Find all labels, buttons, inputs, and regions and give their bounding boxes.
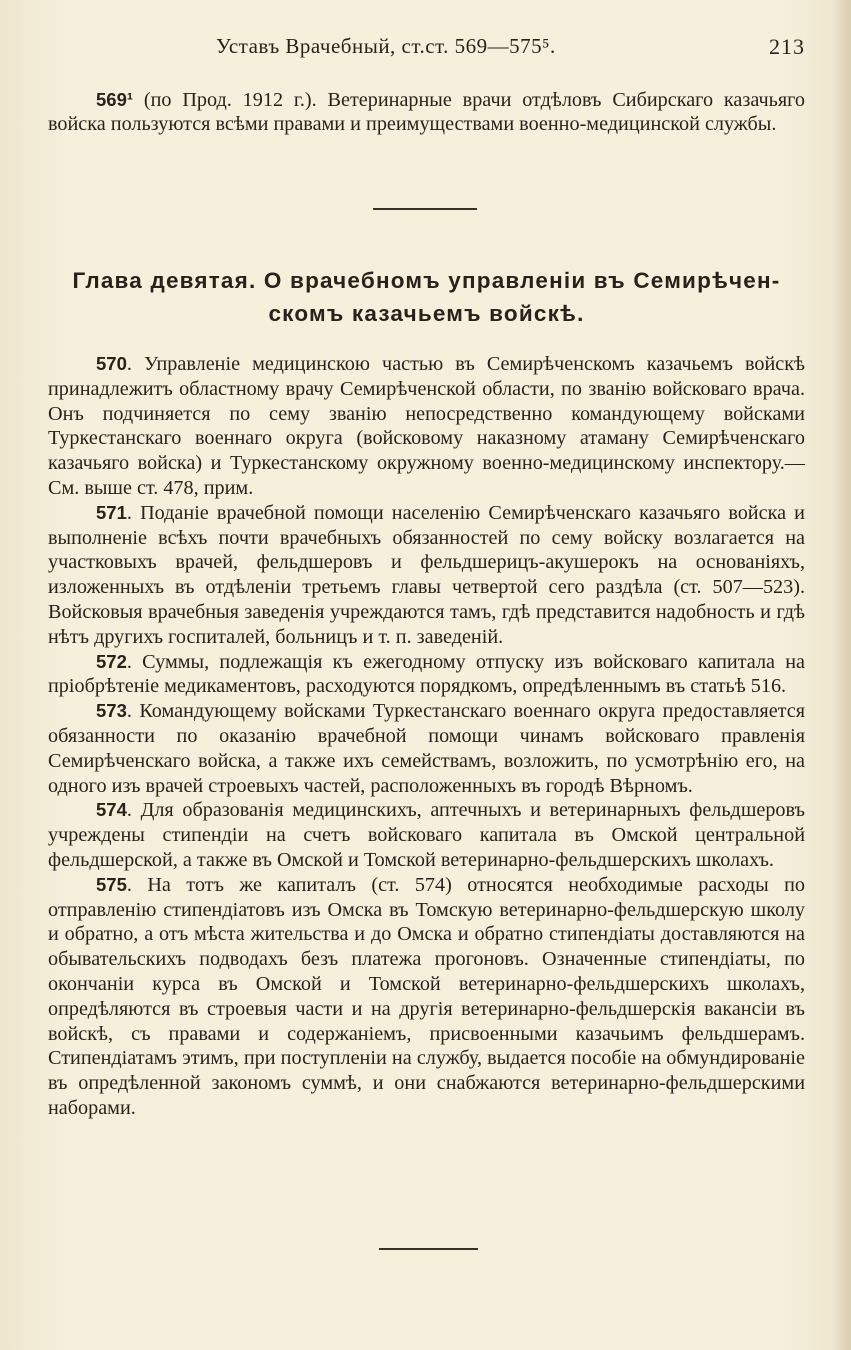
article-number: 571	[96, 501, 127, 523]
article-572	[48, 650, 805, 700]
running-title: Уставъ Врачебный, ст.ст. 569—575⁵.	[216, 34, 556, 58]
chapter-heading	[48, 264, 805, 330]
article-text: . Командующему войсками Туркестанскаго военнаго округа предоставляется обязанности по оказанію врачебной помощи чинамъ войсковаго правленія Семирѣченскаго войска, а также ихъ семействамъ, возложить, по усмотрѣнію его, на одного изъ врачей строевыхъ частей, расположенныхъ въ городѣ Вѣрномъ.	[48, 700, 805, 797]
article-text: . Суммы, подлежащія къ ежегодному отпуску изъ войсковаго капитала на пріобрѣтеніе медикаментовъ, расходуются порядкомъ, опредѣленнымъ въ статьѣ 516.	[48, 650, 805, 698]
article-573	[48, 699, 805, 798]
chapter-title-line-2: скомъ казачьемъ войскѣ.	[268, 301, 585, 326]
article-text: (по Прод. 1912 г.). Ветеринарные врачи отдѣловъ Сибирскаго казачьяго войска пользуются всѣми правами и преимуществами военно-медицинской службы.	[48, 89, 805, 135]
article-number: 575	[96, 873, 127, 895]
end-divider	[379, 1248, 478, 1250]
article-number: 569¹	[96, 89, 134, 110]
article-text: . Управленіе медицинскою частью въ Семирѣченскомъ казачьемъ войскѣ принадлежитъ областному врачу Семирѣченской области, по званію войсковаго врача. Онъ подчиняется по сему званію непосредственно командующему войсками Туркестанскаго военнаго округа (войсковому наказному атаману Семирѣченскаго казачьяго войска) и Туркестанскому окружному военно-медицинскому инспектору.—См. выше ст. 478, прим.	[48, 353, 805, 499]
article-text: . На тотъ же капиталъ (ст. 574) относятся необходимые расходы по отправленію стипендіатовъ изъ Омска въ Томскую ветеринарно-фельдшерскую школу и обратно, а отъ мѣста жительства и до Омска и обратно стипендіаты доставляются на обывательскихъ подводахъ безъ платежа прогоновъ. Означенные стипендіаты, по окончаніи курса въ Омской и Томской ветеринарно-фельдшерскихъ школахъ, опредѣляются въ строевыя части и на другія ветеринарно-фельдшерскія вакансіи въ войскѣ, съ правами и содержаніемъ, присвоенными казачьимъ фельдшерамъ. Стипендіатамъ этимъ, при поступленіи на службу, выдается пособіе на обмундированіе въ опредѣленной закономъ суммѣ, и они снабжаются ветеринарно-фельдшерскими наборами.	[48, 873, 805, 1119]
article-571	[48, 501, 805, 650]
running-head	[46, 34, 805, 62]
chapter-body	[48, 352, 805, 1121]
article-number: 573	[96, 700, 127, 722]
article-paragraph	[48, 88, 805, 136]
article-number: 570	[96, 353, 127, 374]
article-number: 572	[96, 650, 127, 672]
article-text: . Поданіе врачебной помощи населенію Семирѣченскаго казачьяго войска и выполненіе всѣхъ почти врачебныхъ обязанностей по сему войску возлагается на участковыхъ врачей, фельдшеровъ и фельдшерицъ-акушерокъ на основаніяхъ, изложенныхъ въ отдѣленіи третьемъ главы четвертой сего раздѣла (ст. 507—523). Войсковыя врачебныя заведенія учреждаются тамъ, гдѣ представится надобность и гдѣ нѣтъ другихъ госпиталей, больницъ и т. п. заведеній.	[48, 501, 805, 648]
section-divider	[373, 208, 477, 210]
article-575	[48, 873, 805, 1121]
page-number: 213	[769, 34, 805, 59]
article-574	[48, 798, 805, 872]
chapter-title-line-1: Глава девятая. О врачебномъ управленіи въ Семирѣчен-	[72, 268, 781, 293]
article-text: . Для образованія медицинскихъ, аптечныхъ и ветеринарныхъ фельдшеровъ учреждены стипендіи на счетъ войсковаго капитала въ Омской центральной фельдшерской, а также въ Омской и Томской ветеринарно-фельдшерскихъ школахъ.	[48, 799, 805, 871]
article-570	[48, 352, 805, 501]
article-569-1	[48, 88, 805, 136]
article-number: 574	[96, 799, 127, 821]
